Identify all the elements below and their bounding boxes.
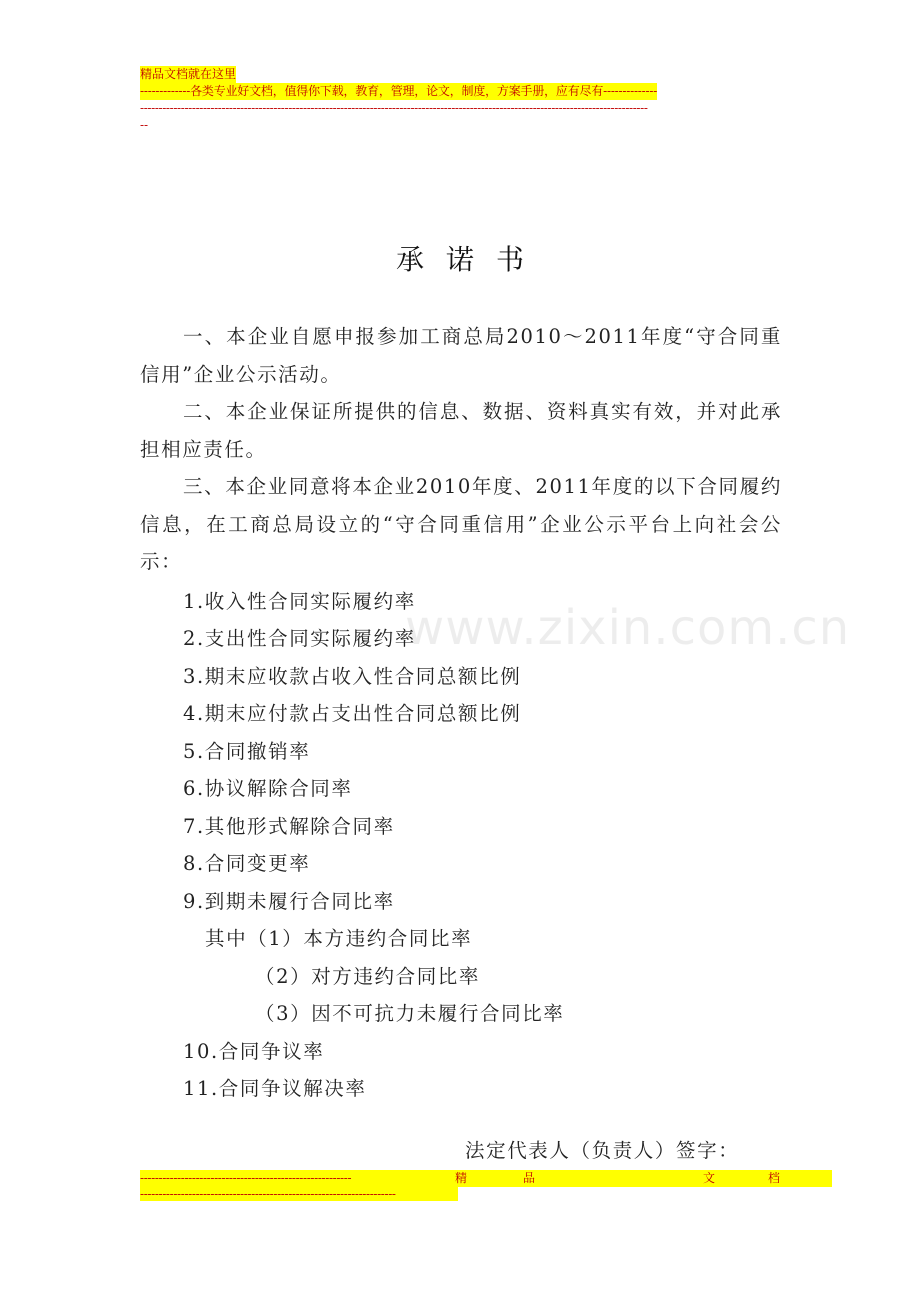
list-item: 11.合同争议解决率 [183,1077,367,1100]
footer-line-1 [140,1170,832,1187]
footer-banner [140,1170,832,1201]
footer-char: 精 [455,1171,468,1185]
sub-list-item: 其中（1）本方违约合同比率 [205,927,473,950]
list-item: 7.其他形式解除合同率 [183,814,395,838]
list-item: 9.到期未履行合同比率 [183,889,395,913]
signature-line: 法定代表人（负责人）签字： [465,1139,740,1162]
list-item: 8.合同变更率 [183,852,311,875]
footer-char: 文 [703,1171,716,1185]
watermark: www.zixin.com.cn [405,600,851,656]
indicator-list [140,583,782,1108]
footer-line-2: --------------------------------------------------------------------- [140,1187,458,1201]
list-item: 10.合同争议率 [183,1039,325,1063]
list-item: 5.合同撤销率 [183,739,311,763]
document-body [140,318,782,1108]
paragraph-3: 三、本企业同意将本企业2010年度、2011年度的以下合同履约信息，在工商总局设立的“守合同重信用”企业公示平台上向社会公示： [140,475,782,573]
footer-char: 品 [523,1171,536,1185]
footer-dashes: --------------------------------------------------------- [140,1171,352,1185]
list-item: 1.收入性合同实际履约率 [183,589,416,613]
footer-char: 档 [768,1171,781,1185]
paragraph-1: 一、本企业自愿申报参加工商总局2010～2011年度“守合同重信用”企业公示活动。 [140,325,782,386]
document-title: 承诺书 [395,243,546,276]
list-item: 4.期末应付款占支出性合同总额比例 [183,702,522,725]
header-line-1: 精品文档就在这里 [140,67,237,81]
header-line-3: ----------------------------------------------------------------------------------------------------------------------------------------- [140,101,648,115]
list-item: 3.期末应收款占收入性合同总额比例 [183,664,522,688]
header-line-4: -- [140,118,149,132]
list-item: 2.支出性合同实际履约率 [183,627,416,650]
sub-list-item: （3）因不可抗力未履行合同比率 [255,1002,565,1025]
sub-list-item: （2）对方违约合同比率 [255,964,481,988]
header-line-2: -------------各类专业好文档，值得你下载，教育，管理，论文，制度，方案手册，应有尽有-------------- [140,84,658,98]
list-item: 6.协议解除合同率 [183,777,353,800]
header-banner [140,66,790,134]
paragraph-2: 二、本企业保证所提供的信息、数据、资料真实有效，并对此承担相应责任。 [140,400,782,461]
